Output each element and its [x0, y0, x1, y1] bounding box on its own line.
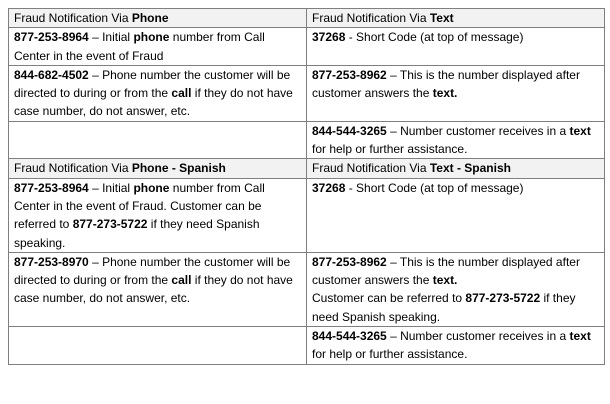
text-run: for help or further assistance.: [312, 347, 468, 362]
text-run: – Phone number the customer will be directed to during or from the: [14, 254, 291, 288]
bold-run: text: [569, 123, 591, 138]
bold-run: 877-253-8962: [312, 254, 387, 269]
cell-phone: [9, 178, 307, 252]
table-row: [9, 28, 605, 66]
cell-phone: [9, 65, 307, 121]
bold-run: text: [569, 329, 591, 344]
header-emphasis: Phone: [131, 11, 169, 25]
text-run: – Initial: [88, 30, 134, 45]
text-run: – Initial: [88, 180, 134, 195]
text-run: - Short Code (at top of message): [345, 30, 524, 45]
header-prefix: Fraud Notification Via: [14, 161, 132, 176]
cell-text: [307, 28, 605, 66]
bold-run: 877-253-8964: [14, 30, 89, 45]
header-cell-phone: [9, 9, 307, 28]
bold-run: 877-253-8962: [312, 67, 387, 82]
cell-phone: [9, 28, 307, 66]
text-run: – This is the number displayed after customer answers the: [312, 254, 580, 288]
cell-phone-empty: [9, 121, 307, 159]
table-row: [9, 252, 605, 326]
text-run: - Short Code (at top of message): [345, 180, 524, 195]
fraud-notification-table: [8, 8, 605, 365]
text-run: number from Call Center in the event of Fraud. Customer can be referred to: [14, 180, 265, 232]
bold-run: 877-273-5722: [465, 291, 541, 306]
text-run: for help or further assistance.: [312, 142, 468, 157]
header-emphasis: Phone - Spanish: [131, 161, 226, 176]
text-run: if they do not have case number, do not answer, etc.: [14, 273, 293, 306]
header-prefix: Fraud Notification Via: [312, 161, 430, 176]
table-row: [9, 327, 605, 365]
text-run: number from Call Center in the event of Fraud: [14, 30, 265, 63]
header-prefix: Fraud Notification Via: [312, 11, 430, 25]
header-emphasis: Text: [429, 11, 454, 25]
bold-run: 37268: [312, 180, 346, 195]
table-row: [9, 121, 605, 159]
header-cell-phone-spanish: [9, 159, 307, 178]
bold-run: 844-682-4502: [14, 67, 89, 82]
bold-run: 37268: [312, 30, 346, 45]
header-cell-text: [307, 9, 605, 28]
header-emphasis: Text - Spanish: [429, 161, 511, 176]
bold-run: 844-544-3265: [312, 329, 387, 344]
cell-text: [307, 65, 605, 121]
header-row-spanish: [9, 159, 605, 178]
table-row: [9, 178, 605, 252]
text-run: Customer can be referred to: [312, 291, 466, 306]
cell-text: [307, 327, 605, 365]
cell-phone: [9, 252, 307, 326]
table-row: [9, 65, 605, 121]
bold-run: text.: [432, 86, 458, 101]
cell-text: [307, 178, 605, 252]
header-prefix: Fraud Notification Via: [14, 11, 132, 25]
table-body: [9, 9, 605, 365]
text-run: – Phone number the customer will be directed to during or from the: [14, 67, 291, 101]
text-run: if they need Spanish speaking.: [14, 217, 260, 250]
cell-text: [307, 121, 605, 159]
header-cell-text-spanish: [307, 159, 605, 178]
bold-run: 877-273-5722: [72, 217, 148, 232]
bold-run: phone: [133, 180, 170, 195]
text-run: – This is the number displayed after customer answers the: [312, 67, 580, 101]
bold-run: text.: [432, 273, 458, 288]
text-run: – Number customer receives in a: [386, 123, 570, 138]
bold-run: 877-253-8970: [14, 254, 89, 269]
cell-text: [307, 252, 605, 326]
text-run: if they do not have case number, do not answer, etc.: [14, 86, 293, 119]
bold-run: phone: [133, 30, 170, 45]
bold-run: call: [171, 273, 192, 288]
bold-run: 877-253-8964: [14, 180, 89, 195]
text-run: – Number customer receives in a: [386, 329, 570, 344]
bold-run: 844-544-3265: [312, 123, 387, 138]
cell-phone-empty: [9, 327, 307, 365]
header-row-phone-text: [9, 9, 605, 28]
text-run: if they need Spanish speaking.: [312, 291, 576, 324]
bold-run: call: [171, 86, 192, 101]
